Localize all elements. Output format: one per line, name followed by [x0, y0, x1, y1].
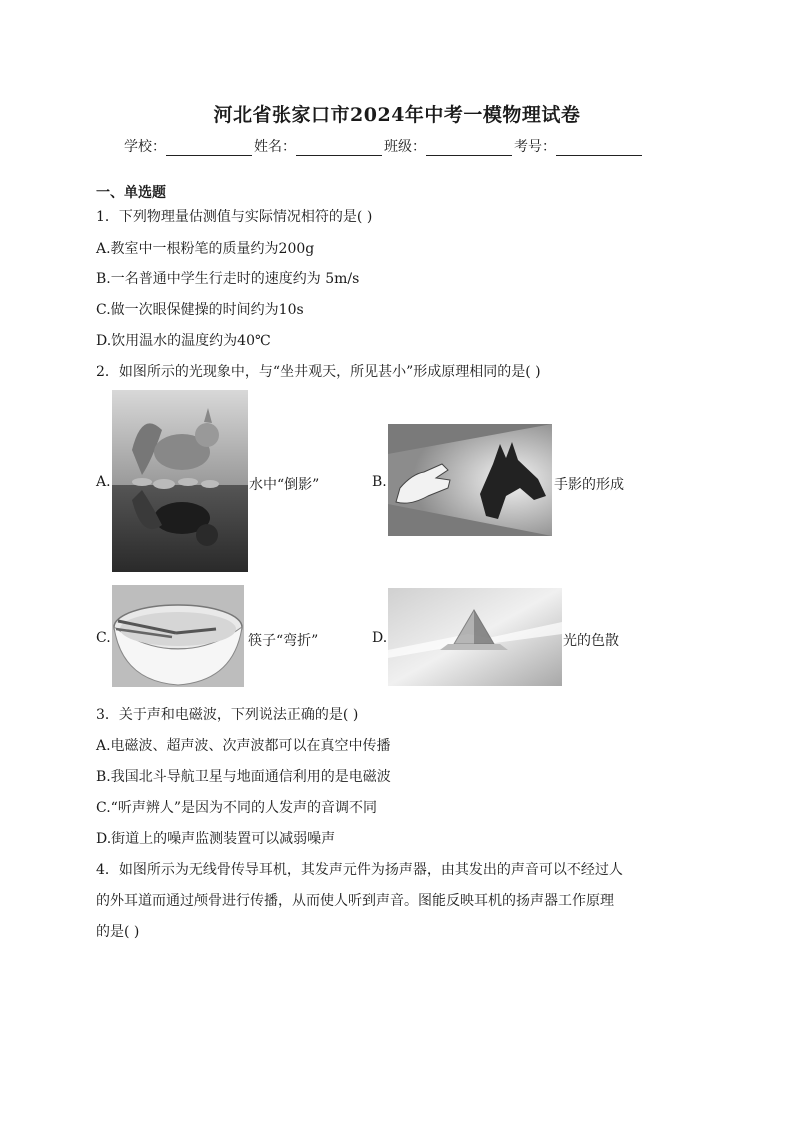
class-blank — [426, 141, 512, 156]
question-2-option-a-letter: A. — [96, 474, 111, 490]
question-1-option-a: A.教室中一根粉笔的质量约为200g — [96, 241, 315, 257]
school-blank — [166, 141, 252, 156]
class-label: 班级： — [384, 139, 426, 155]
question-3-option-a: A.电磁波、超声波、次声波都可以在真空中传播 — [96, 738, 391, 754]
question-3-option-c: C.“听声辨人”是因为不同的人发声的音调不同 — [96, 800, 377, 816]
question-2-option-c-caption: 筷子“弯折” — [248, 633, 319, 649]
exam-number-blank — [556, 141, 642, 156]
question-4-stem-line-1: 4．如图所示为无线骨传导耳机，其发声元件为扬声器，由其发出的声音可以不经过人 — [96, 862, 623, 878]
name-label: 姓名： — [254, 139, 296, 155]
question-3-option-d: D.街道上的噪声监测装置可以减弱噪声 — [96, 831, 336, 847]
squirrel-reflection-photo — [112, 390, 248, 572]
name-blank — [296, 141, 382, 156]
question-3-stem: 3．关于声和电磁波，下列说法正确的是( ) — [96, 707, 359, 723]
question-2-option-b-caption: 手影的形成 — [554, 477, 624, 493]
question-1-option-d: D.饮用温水的温度约为40℃ — [96, 333, 271, 349]
question-2-stem: 2．如图所示的光现象中，与“坐井观天，所见甚小”形成原理相同的是( ) — [96, 364, 541, 380]
prism-dispersion-photo — [388, 588, 562, 686]
student-info-row — [124, 136, 644, 156]
question-4-stem-line-3: 的是( ) — [96, 924, 140, 940]
question-4-stem-line-2: 的外耳道而通过颅骨进行传播，从而使人听到声音。图能反映耳机的扬声器工作原理 — [96, 893, 614, 909]
question-2-option-d-letter: D. — [372, 630, 388, 646]
question-1-option-c: C.做一次眼保健操的时间约为10s — [96, 302, 304, 318]
question-2-option-b-letter: B. — [372, 474, 387, 490]
chopsticks-bowl-photo — [112, 585, 244, 687]
question-2-option-c-letter: C. — [96, 630, 111, 646]
question-2-option-a-caption: 水中“倒影” — [249, 477, 320, 493]
exam-title: 河北省张家口市2024年中考一模物理试卷 — [213, 104, 581, 126]
exam-number-label: 考号： — [514, 139, 556, 155]
question-1-stem: 1．下列物理量估测值与实际情况相符的是( ) — [96, 209, 373, 225]
school-label: 学校： — [124, 139, 166, 155]
question-1-option-b: B.一名普通中学生行走时的速度约为 5m/s — [96, 271, 360, 287]
question-2-option-d-caption: 光的色散 — [563, 633, 619, 649]
question-3-option-b: B.我国北斗导航卫星与地面通信利用的是电磁波 — [96, 769, 391, 785]
section-heading: 一、单选题 — [96, 185, 166, 201]
hand-shadow-photo — [388, 424, 552, 536]
